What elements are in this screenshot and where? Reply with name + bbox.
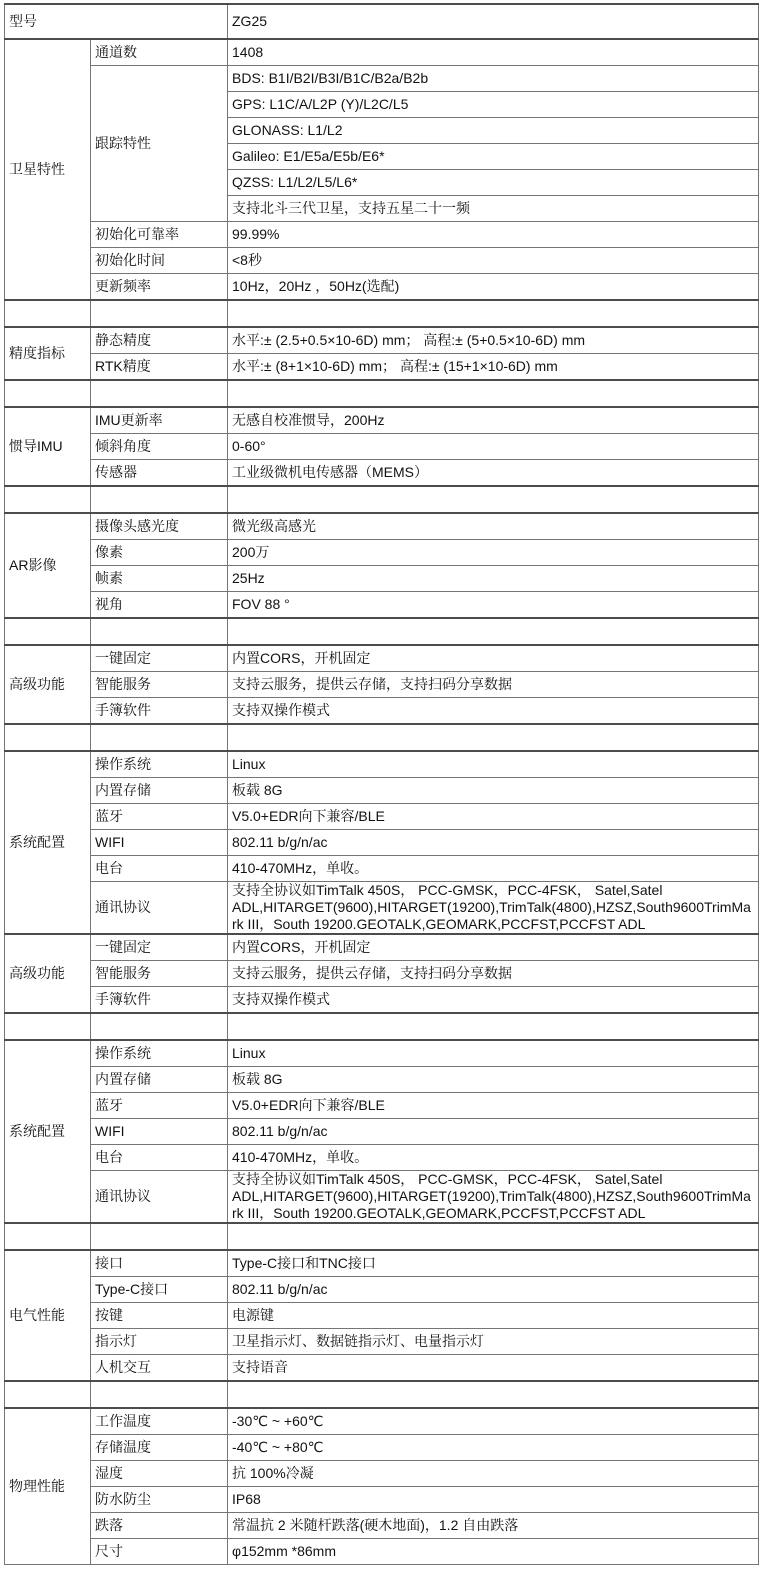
spec-label-cell: WIFI: [91, 1119, 228, 1145]
model-label-cell: 型号: [5, 4, 228, 39]
spec-table-body: [5, 4, 759, 1565]
spacer-label-cell: [91, 380, 228, 407]
spec-row: [5, 830, 759, 856]
spec-label-cell: 操作系统: [91, 751, 228, 778]
spacer-row: [5, 380, 759, 407]
spec-row: [5, 1119, 759, 1145]
section-group-cell: 卫星特性: [5, 39, 91, 300]
spec-label-cell: 指示灯: [91, 1329, 228, 1355]
spec-label-cell: 倾斜角度: [91, 434, 228, 460]
spec-value-cell: 802.11 b/g/n/ac: [228, 1277, 759, 1303]
spec-label-cell: 操作系统: [91, 1040, 228, 1067]
spec-row: [5, 1303, 759, 1329]
spec-value-cell: 水平:± (8+1×10-6D) mm； 高程:± (15+1×10-6D) mm: [228, 354, 759, 381]
spec-value-cell: 99.99%: [228, 222, 759, 248]
spacer-label-cell: [91, 1223, 228, 1250]
spec-label-cell: 手簿软件: [91, 987, 228, 1014]
spacer-value-cell: [228, 724, 759, 751]
spec-row: [5, 856, 759, 882]
spacer-label-cell: [91, 486, 228, 513]
spec-label-cell: RTK精度: [91, 354, 228, 381]
spec-label-cell: 跌落: [91, 1513, 228, 1539]
spec-value-cell: 200万: [228, 540, 759, 566]
section-group-cell: 物理性能: [5, 1408, 91, 1565]
spec-row: [5, 1329, 759, 1355]
spacer-value-cell: [228, 1381, 759, 1408]
spec-value-cell: GPS: L1C/A/L2P (Y)/L2C/L5: [228, 92, 759, 118]
spec-row: [5, 961, 759, 987]
spec-value-cell: 1408: [228, 39, 759, 66]
section-group-cell: 系统配置: [5, 751, 91, 934]
spec-value-cell: 支持双操作模式: [228, 698, 759, 725]
spec-value-cell: Type-C接口和TNC接口: [228, 1250, 759, 1277]
spec-value-cell: V5.0+EDR向下兼容/BLE: [228, 804, 759, 830]
spec-value-cell: FOV 88 °: [228, 592, 759, 619]
spec-value-cell: V5.0+EDR向下兼容/BLE: [228, 1093, 759, 1119]
spec-label-cell: 电台: [91, 1145, 228, 1171]
section-group-cell: 惯导IMU: [5, 407, 91, 486]
spec-value-cell: φ152mm *86mm: [228, 1539, 759, 1565]
spec-value-cell: 内置CORS，开机固定: [228, 645, 759, 672]
spec-value-cell: 410-470MHz，单收。: [228, 1145, 759, 1171]
spec-row: [5, 39, 759, 66]
spec-label-cell: 按键: [91, 1303, 228, 1329]
spec-row: [5, 1250, 759, 1277]
spec-value-cell: 支持全协议如TimTalk 450S， PCC-GMSK，PCC-4FSK， Satel,Satel ADL,HITARGET(9600),HITARGET(19200),TrimTalk(4800),HZSZ,South9600TrimMark III，South 19200.GEOTALK,GEOMARK,PCCFST,PCCFST ADL: [228, 882, 759, 935]
spacer-group-cell: [5, 1381, 91, 1408]
spec-value-cell: 25Hz: [228, 566, 759, 592]
spec-label-cell: 更新频率: [91, 274, 228, 301]
spec-label-cell: 人机交互: [91, 1355, 228, 1382]
spec-label-cell: IMU更新率: [91, 407, 228, 434]
spacer-row: [5, 486, 759, 513]
spec-row: [5, 934, 759, 961]
spec-value-cell: <8秒: [228, 248, 759, 274]
spec-value-cell: 支持全协议如TimTalk 450S， PCC-GMSK，PCC-4FSK， Satel,Satel ADL,HITARGET(9600),HITARGET(19200),TrimTalk(4800),HZSZ,South9600TrimMark III，South 19200.GEOTALK,GEOMARK,PCCFST,PCCFST ADL: [228, 1171, 759, 1224]
spec-row: [5, 407, 759, 434]
spec-label-cell: Type-C接口: [91, 1277, 228, 1303]
spacer-group-cell: [5, 618, 91, 645]
spec-row: [5, 1539, 759, 1565]
spec-value-cell: 支持云服务，提供云存储，支持扫码分享数据: [228, 672, 759, 698]
spec-value-cell: 内置CORS，开机固定: [228, 934, 759, 961]
spec-label-cell: 帧素: [91, 566, 228, 592]
spec-value-cell: 802.11 b/g/n/ac: [228, 1119, 759, 1145]
spec-value-cell: 支持北斗三代卫星，支持五星二十一频: [228, 196, 759, 222]
spec-row: [5, 1461, 759, 1487]
spec-label-cell: 手簿软件: [91, 698, 228, 725]
spec-row: [5, 1145, 759, 1171]
spacer-value-cell: [228, 300, 759, 327]
section-group-cell: 高级功能: [5, 645, 91, 724]
spec-row: [5, 540, 759, 566]
spec-value-cell: GLONASS: L1/L2: [228, 118, 759, 144]
spec-row: [5, 1408, 759, 1435]
spacer-group-cell: [5, 724, 91, 751]
spec-row: [5, 1355, 759, 1382]
spec-row: [5, 1513, 759, 1539]
spec-label-cell: 跟踪特性: [91, 66, 228, 222]
spec-label-cell: 通讯协议: [91, 1171, 228, 1224]
spec-label-cell: 通道数: [91, 39, 228, 66]
spec-value-cell: 支持云服务，提供云存储，支持扫码分享数据: [228, 961, 759, 987]
spec-row: [5, 513, 759, 540]
spec-row: [5, 1277, 759, 1303]
spacer-value-cell: [228, 618, 759, 645]
spacer-group-cell: [5, 380, 91, 407]
spec-value-cell: BDS: B1I/B2I/B3I/B1C/B2a/B2b: [228, 66, 759, 92]
spec-row: [5, 274, 759, 301]
spec-label-cell: 蓝牙: [91, 804, 228, 830]
spec-value-cell: Galileo: E1/E5a/E5b/E6*: [228, 144, 759, 170]
spacer-value-cell: [228, 380, 759, 407]
spec-value-cell: 802.11 b/g/n/ac: [228, 830, 759, 856]
spec-table: [4, 3, 759, 1565]
section-group-cell: 精度指标: [5, 327, 91, 380]
spec-row: [5, 327, 759, 354]
spec-label-cell: WIFI: [91, 830, 228, 856]
spec-value-cell: -40℃ ~ +80℃: [228, 1435, 759, 1461]
spec-label-cell: 内置存储: [91, 778, 228, 804]
spec-row: [5, 1093, 759, 1119]
spec-label-cell: 智能服务: [91, 961, 228, 987]
spec-row: [5, 804, 759, 830]
spacer-label-cell: [91, 618, 228, 645]
spec-label-cell: 湿度: [91, 1461, 228, 1487]
spec-row: [5, 592, 759, 619]
spec-value-cell: Linux: [228, 1040, 759, 1067]
spec-label-cell: 接口: [91, 1250, 228, 1277]
spec-value-cell: 支持双操作模式: [228, 987, 759, 1014]
spec-label-cell: 初始化可靠率: [91, 222, 228, 248]
spec-value-cell: IP68: [228, 1487, 759, 1513]
spec-label-cell: 防水防尘: [91, 1487, 228, 1513]
spec-row: [5, 1040, 759, 1067]
spacer-row: [5, 724, 759, 751]
section-group-cell: 电气性能: [5, 1250, 91, 1381]
spacer-value-cell: [228, 1013, 759, 1040]
spec-label-cell: 蓝牙: [91, 1093, 228, 1119]
model-row: [5, 4, 759, 39]
spacer-label-cell: [91, 1381, 228, 1408]
spacer-row: [5, 300, 759, 327]
spec-row: [5, 354, 759, 381]
spec-row: [5, 434, 759, 460]
spec-value-cell: 10Hz，20Hz ，50Hz(选配): [228, 274, 759, 301]
spec-row: [5, 778, 759, 804]
spec-row: [5, 698, 759, 725]
spec-label-cell: 视角: [91, 592, 228, 619]
spec-value-cell: -30℃ ~ +60℃: [228, 1408, 759, 1435]
spec-label-cell: 初始化时间: [91, 248, 228, 274]
spec-row: [5, 751, 759, 778]
spacer-group-cell: [5, 300, 91, 327]
spec-label-cell: 存储温度: [91, 1435, 228, 1461]
spec-row: [5, 645, 759, 672]
spec-value-cell: 电源键: [228, 1303, 759, 1329]
spec-label-cell: 电台: [91, 856, 228, 882]
spec-value-cell: Linux: [228, 751, 759, 778]
spacer-label-cell: [91, 300, 228, 327]
spec-row: [5, 882, 759, 935]
spacer-row: [5, 1013, 759, 1040]
spec-value-cell: 抗 100%冷凝: [228, 1461, 759, 1487]
spec-value-cell: 无感自校准惯导，200Hz: [228, 407, 759, 434]
spacer-label-cell: [91, 724, 228, 751]
spacer-value-cell: [228, 1223, 759, 1250]
section-group-cell: 高级功能: [5, 934, 91, 1013]
spec-label-cell: 智能服务: [91, 672, 228, 698]
spacer-row: [5, 1223, 759, 1250]
spec-label-cell: 尺寸: [91, 1539, 228, 1565]
spec-label-cell: 通讯协议: [91, 882, 228, 935]
spec-row: [5, 1171, 759, 1224]
section-group-cell: AR影像: [5, 513, 91, 618]
spacer-value-cell: [228, 486, 759, 513]
spec-value-cell: 常温抗 2 米随杆跌落(硬木地面)，1.2 自由跌落: [228, 1513, 759, 1539]
section-group-cell: 系统配置: [5, 1040, 91, 1223]
spec-row: [5, 248, 759, 274]
spec-label-cell: 工作温度: [91, 1408, 228, 1435]
spec-row: [5, 672, 759, 698]
spec-value-cell: 410-470MHz，单收。: [228, 856, 759, 882]
spec-row: [5, 1067, 759, 1093]
spec-row: [5, 566, 759, 592]
spec-row: [5, 987, 759, 1014]
spacer-label-cell: [91, 1013, 228, 1040]
spec-row: [5, 460, 759, 487]
spec-label-cell: 一键固定: [91, 934, 228, 961]
spec-value-cell: 板载 8G: [228, 1067, 759, 1093]
spec-label-cell: 传感器: [91, 460, 228, 487]
model-value-cell: ZG25: [228, 4, 759, 39]
spec-row: [5, 1487, 759, 1513]
spacer-group-cell: [5, 1013, 91, 1040]
spec-value-cell: QZSS: L1/L2/L5/L6*: [228, 170, 759, 196]
spacer-row: [5, 618, 759, 645]
spec-value-cell: 板载 8G: [228, 778, 759, 804]
spec-row: [5, 66, 759, 92]
spec-label-cell: 一键固定: [91, 645, 228, 672]
spec-value-cell: 支持语音: [228, 1355, 759, 1382]
spec-value-cell: 微光级高感光: [228, 513, 759, 540]
spec-row: [5, 1435, 759, 1461]
spacer-group-cell: [5, 486, 91, 513]
spec-label-cell: 静态精度: [91, 327, 228, 354]
spacer-group-cell: [5, 1223, 91, 1250]
spec-label-cell: 内置存储: [91, 1067, 228, 1093]
spec-value-cell: 卫星指示灯、数据链指示灯、电量指示灯: [228, 1329, 759, 1355]
spec-value-cell: 工业级微机电传感器（MEMS）: [228, 460, 759, 487]
spec-label-cell: 摄像头感光度: [91, 513, 228, 540]
spec-value-cell: 0-60°: [228, 434, 759, 460]
spec-row: [5, 222, 759, 248]
spacer-row: [5, 1381, 759, 1408]
spec-value-cell: 水平:± (2.5+0.5×10-6D) mm； 高程:± (5+0.5×10-6D) mm: [228, 327, 759, 354]
spec-label-cell: 像素: [91, 540, 228, 566]
